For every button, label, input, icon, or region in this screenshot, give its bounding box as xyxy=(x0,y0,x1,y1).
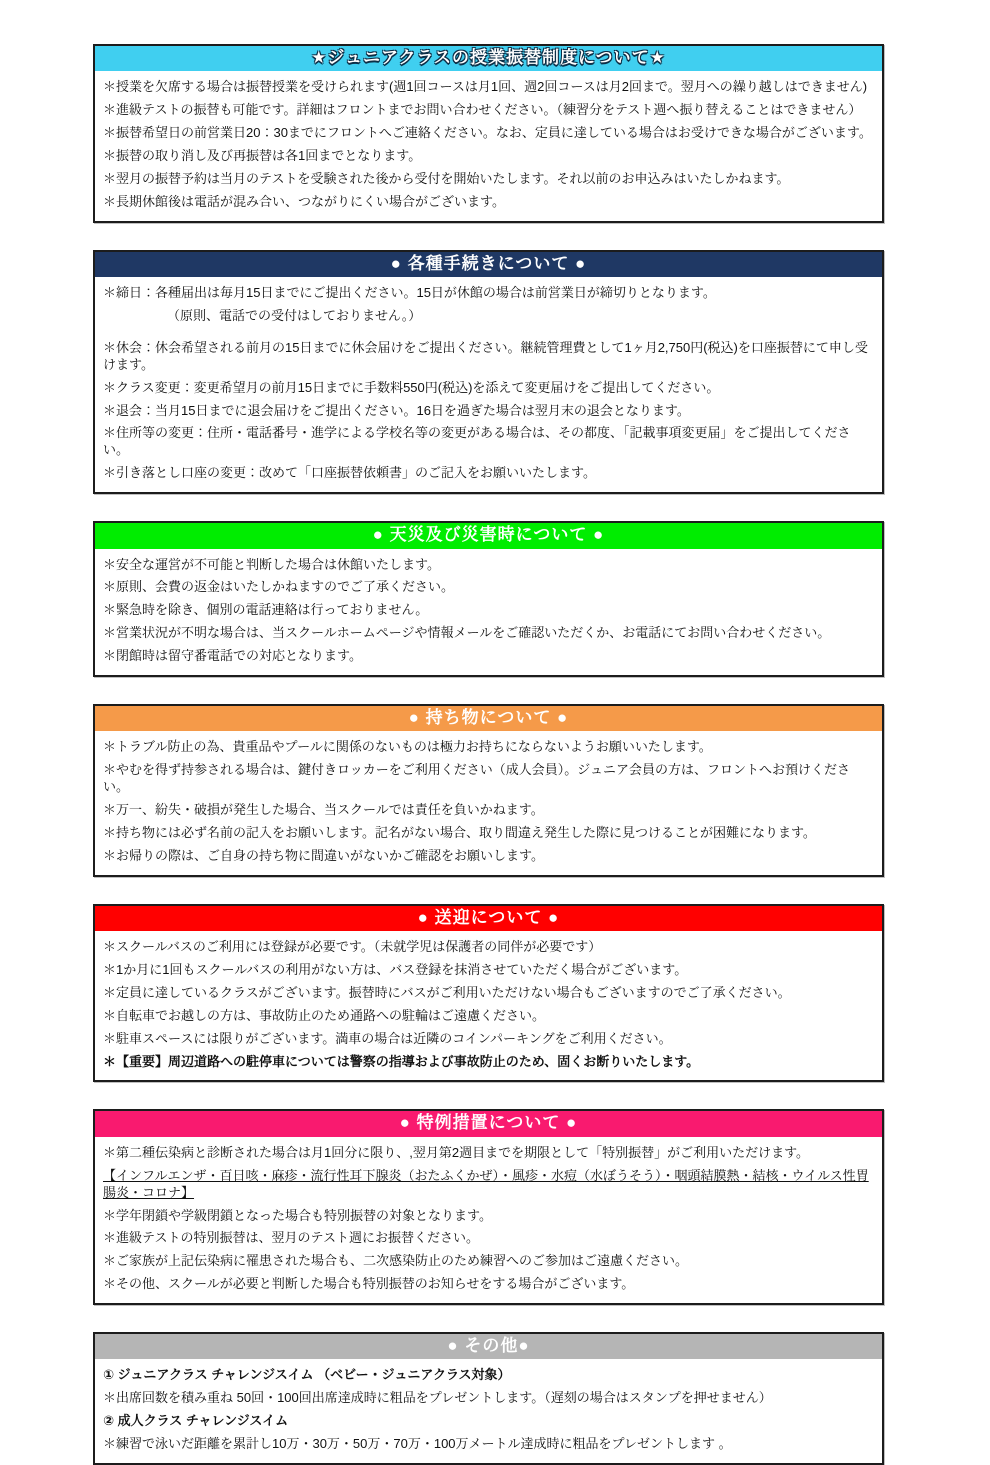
section-procedures xyxy=(93,250,884,494)
section-body xyxy=(95,731,882,874)
section-belongings xyxy=(93,704,884,877)
notice-line: ＊進級テストの振替も可能です。詳細はフロントまでお問い合わせください。（練習分をテスト週へ振り替えることはできません） xyxy=(103,102,862,118)
section-header-pickup-dropoff: ● 送迎について ● xyxy=(95,906,882,931)
notice-line: ＊定員に達しているクラスがございます。振替時にバスがご利用いただけない場合もございますのでご了承ください。 xyxy=(103,984,791,1000)
notice-line: ＊授業を欠席する場合は振替授業を受けられます(週1回コースは月1回、週2回コースは月2回まで。翌月への繰り越しはできません) xyxy=(103,79,868,95)
notice-line: ＊安全な運営が不可能と判断した場合は休館いたします。 xyxy=(103,556,440,572)
notice-line: ＊自転車でお越しの方は、事故防止のため通路への駐輪はご遠慮ください。 xyxy=(103,1007,546,1023)
notice-line: ＊お帰りの際は、ご自身の持ち物に間違いがないかご確認をお願いします。 xyxy=(103,847,544,863)
section-body xyxy=(95,549,882,675)
section-header-natural-disasters: ● 天災及び災害時について ● xyxy=(95,523,882,548)
section-others xyxy=(93,1332,884,1465)
notice-line: ＊やむを得ず持参される場合は、鍵付きロッカーをご利用ください（成人会員）。ジュニア会員の方は、フロントへお預けください。 xyxy=(103,762,850,795)
notice-line: ＊第二種伝染病と診断された場合は月1回分に限り、,翌月第2週目までを期限として「特別振替」がご利用いただけます。 xyxy=(103,1144,810,1160)
notice-line: ＊練習で泳いだ距離を累計し10万・30万・50万・70万・100万メートル達成時に粗品をプレゼントします 。 xyxy=(103,1436,732,1452)
section-header-others: ● その他● xyxy=(95,1334,882,1359)
notice-line: ＊出席回数を積み重ね 50回・100回出席達成時に粗品をプレゼントします。（遅刻の場合はスタンプを押せません） xyxy=(103,1390,772,1406)
notice-line: ＊原則、会費の返金はいたしかねますのでご了承ください。 xyxy=(103,579,455,595)
notice-line: ＊万一、紛失・破損が発生した場合、当スクールでは責任を負いかねます。 xyxy=(103,802,544,818)
notice-line: ＊駐車スペースには限りがございます。満車の場合は近隣のコインパーキングをご利用ください。 xyxy=(103,1030,672,1046)
notice-line: ＊長期休館後は電話が混み合い、つながりにくい場合がございます。 xyxy=(103,193,505,209)
section-special-measures xyxy=(93,1109,884,1305)
section-natural-disasters xyxy=(93,521,884,677)
notice-line: ＊スクールバスのご利用には登録が必要です。（未就学児は保護者の同伴が必要です） xyxy=(103,939,602,955)
notice-line: ＊翌月の振替予約は当月のテストを受験された後から受付を開始いたします。それ以前のお申込みはいたしかねます。 xyxy=(103,170,790,186)
section-body xyxy=(95,277,882,492)
section-body xyxy=(95,1359,882,1463)
section-header-junior-makeup-system: ★ジュニアクラスの授業振替制度について★ xyxy=(95,46,882,71)
notice-line: ＊持ち物には必ず名前の記入をお願いします。記名がない場合、取り間違え発生した際に見つけることが困難になります。 xyxy=(103,824,816,840)
section-body xyxy=(95,71,882,220)
section-body xyxy=(95,931,882,1080)
notice-line: ＊1か月に1回もスクールバスの利用がない方は、バス登録を抹消させていただく場合がございます。 xyxy=(103,962,688,977)
notice-line: ② 成人クラス チャレンジスイム xyxy=(103,1413,289,1429)
notice-line: ① ジュニアクラス チャレンジスイム （ベビー・ジュニアクラス対象） xyxy=(103,1367,511,1383)
notice-line: 【インフルエンザ・百日咳・麻疹・流行性耳下腺炎（おたふくかぜ）・風疹・水痘（水ぼうそう）・咽頭結膜熱・結核・ウイルス性胃腸炎・コロナ】 xyxy=(103,1167,869,1200)
notice-line: ＊学年閉鎖や学級閉鎖となった場合も特別振替の対象となります。 xyxy=(103,1207,492,1223)
section-header-belongings: ● 持ち物について ● xyxy=(95,706,882,731)
notice-line: （原則、電話での受付はしておりません。） xyxy=(167,308,422,324)
notice-line: ＊緊急時を除き、個別の電話連絡は行っておりません。 xyxy=(103,602,429,618)
notice-line: ＊【重要】周辺道路への駐停車については警察の指導および事故防止のため、固くお断りいたします。 xyxy=(103,1053,700,1069)
section-header-special-measures: ● 特例措置について ● xyxy=(95,1111,882,1136)
section-body xyxy=(95,1137,882,1303)
notice-line: ＊引き落とし口座の変更：改めて「口座振替依頼書」のご記入をお願いいたします。 xyxy=(103,465,596,481)
notice-line: ＊進級テストの特別振替は、翌月のテスト週にお振替ください。 xyxy=(103,1230,479,1246)
notice-line: ＊退会：当月15日までに退会届けをご提出ください。16日を過ぎた場合は翌月末の退会となります。 xyxy=(103,402,690,418)
section-header-procedures: ● 各種手続きについて ● xyxy=(95,252,882,277)
notice-line: ＊その他、スクールが必要と判断した場合も特別振替のお知らせをする場合がございます。 xyxy=(103,1276,635,1292)
notice-line: ＊締日：各種届出は毎月15日までにご提出ください。15日が休館の場合は前営業日が締切りとなります。 xyxy=(103,285,716,301)
section-junior-makeup-system xyxy=(93,44,884,223)
notice-line: ＊トラブル防止の為、貴重品やプールに関係のないものは極力お持ちにならないようお願いいたします。 xyxy=(103,739,712,755)
notice-line: ＊クラス変更：変更希望月の前月15日までに手数料550円(税込)を添えて変更届けをご提出してください。 xyxy=(103,379,720,395)
notice-line: ＊住所等の変更：住所・電話番号・進学による学校名等の変更がある場合は、その都度、「記載事項変更届」をご提出してください。 xyxy=(103,425,851,458)
notice-line: ＊ご家族が上記伝染病に罹患された場合も、二次感染防止のため練習へのご参加はご遠慮ください。 xyxy=(103,1253,689,1269)
notice-line: ＊振替の取り消し及び再振替は各1回までとなります。 xyxy=(103,148,422,164)
notice-line: ＊休会：休会希望される前月の15日までに休会届けをご提出ください。継続管理費として1ヶ月2,750円(税込)を口座振替にて申し受けます。 xyxy=(103,339,868,372)
notice-line: ＊営業状況が不明な場合は、当スクールホームページや情報メールをご確認いただくか、お電話にてお問い合わせください。 xyxy=(103,625,831,641)
notice-line: ＊振替希望日の前営業日20：30までにフロントへご連絡ください。なお、定員に達している場合はお受けできな場合がございます。 xyxy=(103,125,872,141)
section-pickup-dropoff xyxy=(93,904,884,1083)
notice-line: ＊閉館時は留守番電話での対応となります。 xyxy=(103,648,362,664)
